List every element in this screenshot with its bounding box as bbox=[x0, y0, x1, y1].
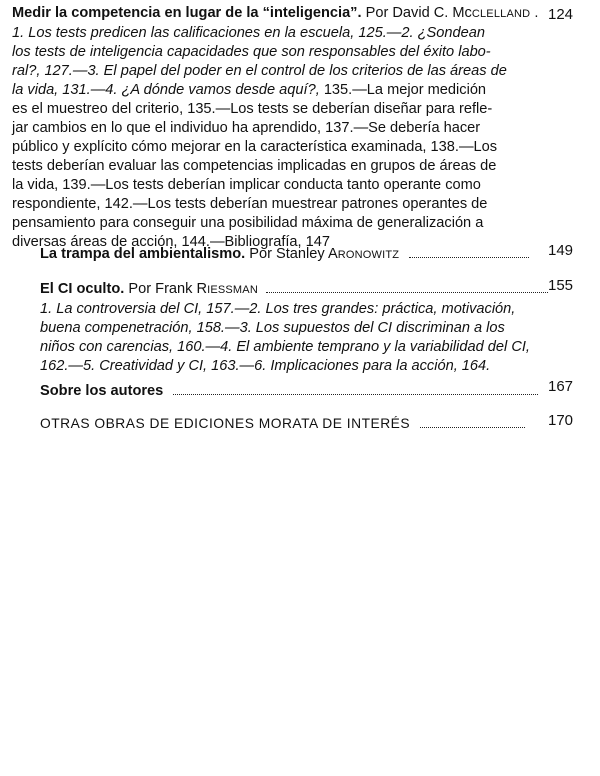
toc-subentry-line bbox=[12, 24, 552, 43]
toc-subentry-text: es el muestreo del criterio, 135.—Los tests se deberían diseñar para refle- bbox=[12, 101, 493, 117]
toc-heading bbox=[40, 414, 540, 434]
toc-author-smallcaps: RONOWITZ bbox=[337, 249, 400, 261]
toc-dot-leader bbox=[409, 256, 529, 258]
toc-entry-otras-obras bbox=[40, 414, 540, 434]
toc-dot-leader bbox=[420, 426, 525, 428]
toc-author-prefix: Por Frank R bbox=[128, 281, 208, 297]
toc-subentry-line bbox=[12, 195, 552, 214]
toc-subentry-text: la vida, 139.—Los tests deberían implicar conducta tanto operante como bbox=[12, 177, 481, 193]
toc-page-number: 124 bbox=[548, 6, 574, 23]
toc-subentry-text: diversas áreas de acción, 144.—Bibliografía, 147 bbox=[12, 234, 331, 250]
toc-dot-leader bbox=[266, 291, 548, 293]
toc-subentry-line bbox=[12, 138, 552, 157]
toc-subentry-text: la vida, 131.—4. ¿A dónde vamos desde aquí?, bbox=[12, 82, 324, 98]
toc-subentry-text: 1. La controversia del CI, 157.—2. Los tres grandes: práctica, motivación, bbox=[40, 301, 516, 317]
toc-subentry-text: respondiente, 142.—Los tests deberían muestrear patrones operantes de bbox=[12, 196, 488, 212]
toc-subentry-text: tests deberían evaluar las competencias implicadas en grupos de áreas de bbox=[12, 158, 497, 174]
toc-subentry-text: 162.—5. Creatividad y CI, 163.—6. Implicaciones para la acción, 164. bbox=[40, 358, 491, 374]
toc-subentry-line bbox=[12, 157, 552, 176]
toc-subentries bbox=[12, 24, 552, 252]
toc-subentry-line bbox=[12, 176, 552, 195]
toc-page-number: 167 bbox=[548, 378, 574, 395]
toc-heading bbox=[40, 245, 540, 265]
toc-dot-leader bbox=[173, 393, 538, 395]
toc-author-prefix: Por David C. Mc bbox=[365, 5, 472, 21]
toc-subentry-text: 1. Los tests predicen las calificaciones en la escuela, 125.—2. ¿Sondean bbox=[12, 25, 485, 41]
toc-page-number: 149 bbox=[548, 242, 574, 259]
toc-subentries bbox=[40, 300, 540, 376]
toc-subentry-line bbox=[40, 300, 540, 319]
toc-heading bbox=[40, 280, 540, 300]
toc-author-prefix: Por Stanley A bbox=[249, 246, 338, 262]
toc-title: El CI oculto. bbox=[40, 281, 125, 297]
toc-subentry-line bbox=[40, 357, 540, 376]
toc-author-smallcaps: IESSMAN bbox=[207, 284, 258, 296]
toc-subentry-line bbox=[12, 100, 552, 119]
toc-entry-trampa-ambientalismo bbox=[40, 245, 540, 265]
toc-title: Sobre los autores bbox=[40, 383, 164, 399]
toc-subentry-line bbox=[12, 119, 552, 138]
toc-entry-ci-oculto bbox=[40, 280, 540, 376]
toc-heading bbox=[40, 382, 540, 401]
toc-page-number: 155 bbox=[548, 277, 574, 294]
toc-subentry-text: jar cambios en lo que el individuo ha aprendido, 137.—Se debería hacer bbox=[12, 120, 481, 136]
toc-subentry-line bbox=[12, 62, 552, 81]
toc-entry-medir-competencia bbox=[12, 4, 552, 252]
toc-heading bbox=[12, 4, 552, 24]
toc-subentry-text: 135.—La mejor medición bbox=[323, 82, 487, 98]
toc-subentry-text: público y explícito cómo mejorar en la característica examinada, 138.—Los bbox=[12, 139, 498, 155]
toc-title: La trampa del ambientalismo. bbox=[40, 246, 246, 262]
toc-subentry-text: ral?, 127.—3. El papel del poder en el control de los criterios de las áreas de bbox=[12, 63, 507, 79]
toc-subentry-line bbox=[12, 43, 552, 62]
toc-subentry-line bbox=[12, 81, 552, 100]
toc-subentry-text: buena compenetración, 158.—3. Los supuestos del CI discriminan a los bbox=[40, 320, 505, 336]
toc-page-number: 170 bbox=[548, 412, 574, 429]
toc-subentry-text: niños con carencias, 160.—4. El ambiente temprano y la variabilidad del CI, bbox=[40, 339, 530, 355]
toc-subentry-line bbox=[40, 338, 540, 357]
toc-title: OTRAS OBRAS DE EDICIONES MORATA DE INTERÉS bbox=[40, 416, 411, 431]
toc-subentry-text: los tests de inteligencia capacidades que son responsables del éxito labo- bbox=[12, 44, 491, 60]
toc-entry-sobre-autores bbox=[40, 382, 540, 401]
toc-leader: . bbox=[534, 5, 539, 21]
toc-subentry-text: pensamiento para conseguir una posibilidad máxima de generalización a bbox=[12, 215, 484, 231]
toc-subentry-line bbox=[40, 319, 540, 338]
toc-title: Medir la competencia en lugar de la “inteligencia”. bbox=[12, 5, 362, 21]
toc-author-smallcaps: CLELLAND bbox=[471, 8, 531, 20]
toc-subentry-line bbox=[12, 214, 552, 233]
